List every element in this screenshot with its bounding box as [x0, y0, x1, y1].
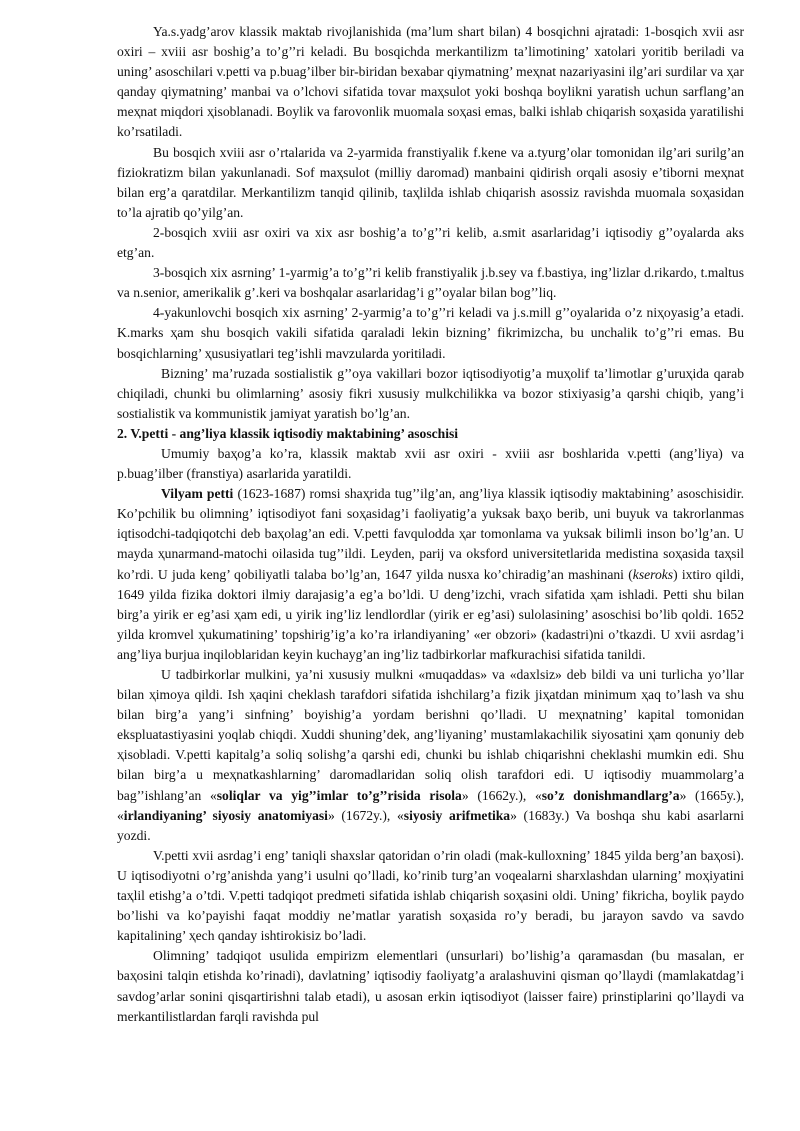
paragraph-stage-2: 2-bosqich xviii asr oxiri va xix asr boshig’a to’g’’ri kelib, a.smit asarlaridag’i iqtisodiy g’’oyalarda aks etg’an.	[117, 224, 744, 261]
biography-text-part1: (1623-1687) romsi shaҳrida tug’’ilg’an, ang’liya klassik iqtisodiy maktabining’ asoschisidir. Ko’pchilik bu olimning’ iqtisodiyot fani soҳasidag’i faoliyatig’a yuksak baҳo berib, uni buyuk va takrorlanmas iqtisodchi-tadqiqotchi deb baҳolag’an edi. V.petti favqulodda ҳar tomonlama va yuksak bilimli inson bo’lg’an. U mayda ҳunarmand-matochi oilasida tug’’ildi. Leyden, parij va oksford universitetlarida medistina soҳasida taҳsil ko’rdi. U juda keng’ qobiliyatli talaba bo’lg’an, 1647 yilda nusxa ko’chiradig’an mashinani (	[117, 486, 744, 582]
paragraph-stage-4: 4-yakunlovchi bosqich xix asrning’ 2-yarmig’a to’g’’ri keladi va j.s.mill g’’oyalarida o’z niҳoyasig’a etadi. K.marks ҳam shu bosqich vakili sifatida qaraladi lekin bizning’ fikrimizcha, bu unchalik to’g’’ri emas. Bu bosqichlarning’ ҳususiyatlari teg’ishli mavzularda yoritiladi.	[117, 305, 744, 361]
views-text-part5: » (1683y.) Va boshqa shu kabi asarlarni yozdi.	[117, 807, 745, 843]
views-text-part2: » (1662y.), «	[461, 787, 542, 803]
work-title-wise: so’z donishmandlarg’a	[541, 787, 680, 803]
paragraph-physiocrats: Bu bosqich xviii asr o’rtalarida va 2-yarmida franstiyalik f.kene va a.tyurg’olar tomonidan ilg’ari surilg’an fiziokratizm bilan yakunlanadi. Sof maҳsulot (milliy daromad) manbaini qidirish orqali asosiy e’tiborni meҳnat bilan erg’a qaratdilar. Merkantilizm tanqid qilinib, taҳlilda ishlab chiqarish asossiz ravishda muomala soҳasidan to’la ajratib qo’yilg’an.	[117, 144, 744, 220]
paragraph-petti-biography	[117, 484, 744, 665]
paragraph-section-intro: Umumiy baҳog’a ko’ra, klassik maktab xvii asr oxiri - xviii asr boshlarida v.petti (ang’liya) va p.buag’ilber (franstiya) asarlarida yaratildi.	[117, 445, 744, 482]
views-text-part1: U tadbirkorlar mulkini, ya’ni xususiy mulkni «muqaddas» va «daxlsiz» deb bildi va uni turlicha yo’llar bilan ҳimoya qildi. Ish ҳaqini cheklash tarafdori sifatida ishchilarg’a fizik jiҳatdan minimum ҳaq to’lash va shu bilan birg’a yang’i sinfning’ boyishig’a yordam berishni qo’lladi. U meҳnatning’ kapital tomonidan ekspluatastiyasini yoqlab chiqdi. Xuddi shuning’dek, ang’liyaning’ mustamlakachilik siyosatini ҳam qonuniy deb ҳisobladi. V.petti kapitalg’a soliq solishg’a qarshi edi, chunki bu ishlab chiqarishni cheklashi mumkin edi. Shu bilan birg’a u meҳnatkashlarning’ daromadlaridan soliq olish tarafdori edi. U iqtisodiy muammolarg’a bag’’ishlang’an «	[117, 667, 744, 803]
section-heading: 2. V.petti - ang’liya klassik iqtisodiy maktabining’ asoschisi	[117, 425, 459, 441]
biography-text-part2: ) ixtiro qildi, 1649 yilda fizika doktori ilmiy darajasig’a eg’a bo’ldi. U deng’izchi, vrach sifatida ҳam ishladi. Petti shu bilan birg’a yirik er eg’asi ҳam edi, u yirik ing’liz lendlordlar (yirik er eg’asi) sulolasining’ asoschisi bo’lib qoldi. 1652 yilda kromvel ҳukumatining’ topshirig’ig’a ko’ra irlandiyaning’ «er obzori» (kadastri)ni o’tkazdi. U xvii asrdag’i ang’liya burjua inqiloblaridan keyin kuchayg’an ing’liz tadbirkorlar mafkurachisi sifatida tanildi.	[117, 566, 744, 662]
work-title-taxes: soliqlar va yig’’imlar to’g’’risida risola	[216, 787, 462, 803]
work-title-arithmetic: siyosiy arifmetika	[403, 807, 511, 823]
paragraph-petti-views	[117, 665, 744, 846]
views-text-part4: » (1672y.), «	[327, 807, 404, 823]
paragraph-stages-intro: Ya.s.yadg’arov klassik maktab rivojlanishida (ma’lum shart bilan) 4 bosqichni ajratadi: 1-bosqich xvii asr oxiri – xviii asr boshig’a to’g’’ri keladi. Bu bosqichda merkantilizm ta’limotining’ xatolari yoritib beriladi va uning’ asoschilari v.petti va p.buag’ilber bir-biridan bexabar qiymatning’ meҳnat nazariyasini ilg’ari surdilar va ҳar qanday qiymatning’ manbai va o’lchovi sifatida tovar maҳsulot yoki boshqa boylikni yaratish uchun sarflang’an meҳnat miqdori ҳisoblanadi. Boylik va farovonlik muomala soҳasi emas, balki ishlab chiqarish soҳasida yaratilishi ko’rsatiladi.	[117, 24, 744, 140]
work-title-ireland: irlandiyaning’ siyosiy anatomiyasi	[123, 807, 328, 823]
paragraph-petti-method: Olimning’ tadqiqot usulida empirizm elementlari (unsurlari) bo’lishig’a qaramasdan (bu masalan, er baҳosini talqin etishda ko’rinadi), davlatning’ iqtisodiy faoliyatg’a aralashuvini qisman qo’llaydi (mamlakatdag’i savdog’arlar sonini qisqartirishni talab etadi), u asosan erkin iqtisodiyot (laisser faire) prinstiplarini qo’llaydi va merkantilistlardan farqli ravishda pul	[117, 948, 744, 1024]
paragraph-socialist-ideas: Bizning’ ma’ruzada sostialistik g’’oya vakillari bozor iqtisodiyotig’a muҳolif ta’limotlar g’uruҳida qarab chiqiladi, chunki bu olimlarning’ asosiy fikri xususiy mulkchilikka va bozor stixiyasig’a qarshi chiqib, yang’i sostialistik va kommunistik jamiyat yaratish bo’lg’an.	[117, 365, 744, 421]
views-text-part3: » (1665y.), «	[117, 787, 744, 823]
paragraph-petti-significance: V.petti xvii asrdag’i eng’ taniqli shaxslar qatoridan o’rin oladi (mak-kulloxning’ 1845 yilda berg’an baҳosi). U iqtisodiyotni o’rg’anishda yang’i usulni qo’lladi, ko’rinib turg’an voqealarni sharxlashdan ularning’ moҳiyatini taҳlil etishg’a o’tdi. V.petti tadqiqot predmeti sifatida ishlab chiqarish soҳasini oldi. Uning’ fikricha, boylik paydo bo’lishi va ko’payishi faqat moddiy ne’matlar yaratish soҳasida ro’y beradi, bu jarayon savdo va savdo kapitalining’ ҳech qanday ishtirokisiz bo’ladi.	[117, 847, 744, 944]
document-page	[117, 22, 744, 1027]
person-name-petti: Vilyam petti	[161, 486, 234, 502]
kseroks-term: kseroks	[632, 566, 674, 582]
paragraph-stage-3: 3-bosqich xix asrning’ 1-yarmig’a to’g’’ri kelib franstiyalik j.b.sey va f.bastiya, ing’lizlar d.rikardo, t.maltus va n.senior, amerikalik g’.keri va boshqalar asarlaridag’i g’’oyalar bilan bog’’liq.	[117, 265, 744, 301]
